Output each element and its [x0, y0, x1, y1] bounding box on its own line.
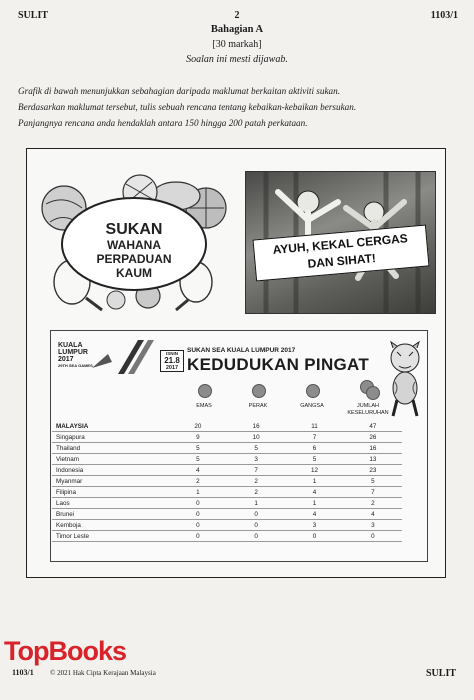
country-cell: Timor Leste: [52, 531, 169, 542]
footer-copyright: © 2021 Hak Cipta Kerajaan Malaysia: [50, 669, 156, 677]
gold-cell: 20: [169, 421, 227, 432]
country-cell: Kemboja: [52, 520, 169, 531]
gold-cell: 2: [169, 476, 227, 487]
total-cell: 4: [344, 509, 402, 520]
bronze-cell: 7: [285, 432, 343, 443]
gold-cell: 9: [169, 432, 227, 443]
total-cell: 0: [344, 531, 402, 542]
table-row: [52, 520, 402, 531]
gold-cell: 0: [169, 520, 227, 531]
silver-cell: 16: [227, 421, 285, 432]
silver-cell: 3: [227, 454, 285, 465]
poster-left-line2: WAHANA: [107, 238, 161, 252]
total-cell: 7: [344, 487, 402, 498]
table-row: [52, 454, 402, 465]
total-cell: 5: [344, 476, 402, 487]
topbooks-watermark-logo: TopBooks: [4, 636, 126, 666]
silver-cell: 1: [227, 498, 285, 509]
gold-cell: 1: [169, 487, 227, 498]
sports-poster: [36, 174, 232, 312]
table-row: [52, 421, 402, 432]
medal-table: [52, 421, 402, 542]
col-header-jumlah: JUMLAH KESELURUHAN: [347, 403, 389, 416]
bronze-cell: 0: [285, 531, 343, 542]
poster-left-line3: PERPADUAN: [96, 252, 172, 266]
table-title: KEDUDUKAN PINGAT: [187, 355, 370, 374]
confidential-label: SULIT: [18, 10, 49, 21]
paper-code: 1103/1: [430, 10, 458, 21]
bronze-cell: 3: [285, 520, 343, 531]
bronze-medal-icon: [306, 384, 320, 398]
table-row: [52, 432, 402, 443]
poster-right-line1: AYUH, KEKAL CERGAS: [272, 231, 409, 257]
section-title: Bahagian A: [210, 24, 264, 35]
gold-cell: 4: [169, 465, 227, 476]
section-marks: [30 markah]: [212, 39, 262, 50]
total-medal-icon-2: [366, 386, 380, 400]
silver-cell: 0: [227, 509, 285, 520]
silver-cell: 0: [227, 520, 285, 531]
date-day: ISNIN: [165, 351, 178, 356]
total-cell: 26: [344, 432, 402, 443]
col-header-gangsa: GANGSA: [300, 403, 324, 409]
country-cell: Indonesia: [52, 465, 169, 476]
gold-cell: 0: [169, 498, 227, 509]
poster-right-line2: DAN SIHAT!: [306, 251, 377, 271]
silver-cell: 10: [227, 432, 285, 443]
date-value: 21.8: [164, 356, 180, 365]
table-row: [52, 531, 402, 542]
silver-cell: 5: [227, 443, 285, 454]
poster-left-line4: KAUM: [116, 266, 152, 280]
logo-sub: 29TH SEA GAMES: [58, 363, 93, 368]
table-row: [52, 487, 402, 498]
bronze-cell: 6: [285, 443, 343, 454]
total-cell: 23: [344, 465, 402, 476]
total-cell: 2: [344, 498, 402, 509]
mandatory-note: Soalan ini mesti dijawab.: [186, 54, 288, 65]
table-subtitle: SUKAN SEA KUALA LUMPUR 2017: [187, 347, 296, 354]
gold-cell: 5: [169, 443, 227, 454]
logo-line1: KUALA: [58, 342, 83, 349]
bronze-cell: 5: [285, 454, 343, 465]
poster-left-line1: SUKAN: [105, 221, 163, 238]
table-row: [52, 509, 402, 520]
gold-cell: 0: [169, 531, 227, 542]
col-header-emas: EMAS: [196, 403, 212, 409]
bronze-cell: 4: [285, 487, 343, 498]
instruction-line-3: Panjangnya rencana anda hendaklah antara 150 hingga 200 patah perkataan.: [18, 118, 308, 128]
instruction-line-2: Berdasarkan maklumat tersebut, tulis sebuah rencana tentang kebaikan-kebaikan bersukan.: [18, 102, 357, 112]
table-row: [52, 465, 402, 476]
total-cell: 47: [344, 421, 402, 432]
date-badge: [160, 350, 184, 372]
footer-confidential: SULIT: [425, 668, 456, 679]
fitness-poster: [245, 171, 436, 314]
silver-cell: 0: [227, 531, 285, 542]
logo-line3: 2017: [58, 356, 74, 363]
gold-cell: 5: [169, 454, 227, 465]
gold-medal-icon: [198, 384, 212, 398]
country-cell: Laos: [52, 498, 169, 509]
silver-cell: 7: [227, 465, 285, 476]
bronze-cell: 11: [285, 421, 343, 432]
bronze-cell: 1: [285, 498, 343, 509]
total-cell: 13: [344, 454, 402, 465]
bronze-cell: 4: [285, 509, 343, 520]
logo-stripes: [88, 340, 158, 374]
total-cell: 3: [344, 520, 402, 531]
date-year: 2017: [165, 365, 179, 371]
silver-medal-icon: [252, 384, 266, 398]
instruction-line-1: Grafik di bawah menunjukkan sebahagian daripada maklumat berkaitan aktiviti sukan.: [18, 86, 341, 96]
footer-code: 1103/1: [12, 668, 34, 677]
bronze-cell: 12: [285, 465, 343, 476]
total-cell: 16: [344, 443, 402, 454]
country-cell: Singapura: [52, 432, 169, 443]
country-cell: Myanmar: [52, 476, 169, 487]
logo-line2: LUMPUR: [58, 349, 88, 356]
bronze-cell: 1: [285, 476, 343, 487]
country-cell: Thailand: [52, 443, 169, 454]
country-cell: MALAYSIA: [52, 421, 169, 432]
country-cell: Filipina: [52, 487, 169, 498]
gold-cell: 0: [169, 509, 227, 520]
table-row: [52, 498, 402, 509]
page-number: 2: [234, 10, 240, 21]
table-row: [52, 443, 402, 454]
country-cell: Vietnam: [52, 454, 169, 465]
col-header-perak: PERAK: [248, 403, 268, 409]
silver-cell: 2: [227, 487, 285, 498]
table-row: [52, 476, 402, 487]
silver-cell: 2: [227, 476, 285, 487]
country-cell: Brunei: [52, 509, 169, 520]
